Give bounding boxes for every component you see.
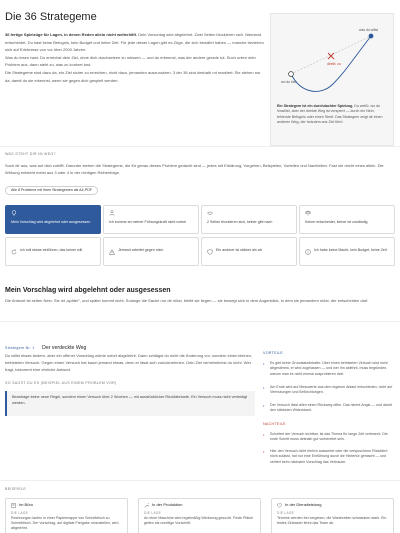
caption-lead: Ein Strategem ist ein durchdachter Spielzug.	[277, 104, 354, 108]
divider	[0, 321, 400, 322]
con-text: Hier den Versuch nicht ehrlich auswertet oder die versprochene Rückfahrt nicht zulässt, hat nur eine Einführung durch die Hintertür gemacht — und verliert beim nächsten Vorschlag das Vertrauen.	[270, 449, 388, 464]
con-item	[263, 449, 393, 465]
document-icon	[11, 503, 16, 508]
problem-tile[interactable]	[5, 237, 101, 266]
intro-lead: 36 fertige Spielzüge für Lagen, in denen Reden allein nicht weiterhilft.	[5, 32, 138, 37]
problem-tile-label: 2 Seiten blockieren sich, keiner gibt nach	[207, 220, 273, 224]
diagram-caption	[277, 104, 389, 126]
heart-icon	[277, 503, 282, 508]
intro-paragraph-3: Die Strategeme sind dazu da, ein Ziel sicher zu erreichen, nicht dazu, jemanden auszunutzen. 3 der 36 sind deshalb rot markiert: Sie stehen nur da, damit du sie erkennst, wenn sie gegen dich gespielt werden.	[5, 69, 261, 83]
direct-path-line	[291, 36, 371, 74]
strategem-diagram-card	[270, 13, 394, 146]
strategy-number: Strategem Nr. 1	[5, 346, 35, 350]
info-icon	[305, 249, 311, 255]
alert-icon	[109, 249, 115, 255]
situation-label: DIE LAGE	[11, 511, 29, 515]
example-quote: Beantrage keine neue Regel, sondern einen Versuch über 2 Wochen — mit ausdrücklicher Rückfahrkarte. Ein Versuch muss nicht verteidigt werden.	[5, 391, 255, 416]
label-direct: direkt: zu	[327, 62, 341, 66]
pro-item	[263, 361, 393, 377]
example-title: In der Produktion	[152, 502, 183, 507]
intro-paragraph-1	[5, 31, 267, 54]
problem-tile[interactable]	[201, 205, 297, 234]
strategy-body: Du willst etwas ändern, aber ein offener Vorschlag würde sofort abgelehnt. Dann schlägst du nicht die Änderung vor, sondern einen kleinen, befristeten Versuch. Gegen einen Versuch hat kaum jemand etwas, denn er lässt sich zurücknehmen. Dein Ziel verheimlichst du nicht. Wer fragt, bekommt eine ehrliche Antwort.	[5, 353, 253, 372]
check-icon: •	[263, 361, 265, 366]
check-icon: •	[263, 403, 265, 408]
start-point	[289, 72, 294, 77]
pro-item	[263, 403, 393, 414]
hero-section	[0, 0, 400, 145]
wrench-icon	[144, 503, 149, 508]
problem-tile-label: Keiner entscheidet, keiner ist zuständig	[305, 220, 368, 224]
example-text: Termine werden frei vergeben, die Wartezeiten schwanken stark. Ein festes Zeitraster lehnt das Team ab.	[277, 516, 387, 526]
page-title: Die 36 Strategeme	[5, 11, 97, 23]
warning-icon: •	[263, 449, 265, 454]
label-start: wo du bist	[281, 80, 297, 84]
situation-label: DIE LAGE	[144, 511, 162, 515]
warning-icon: •	[263, 432, 265, 437]
check-icon: •	[263, 385, 265, 390]
selected-problem-title: Mein Vorschlag wird abgelehnt oder ausgesessen	[5, 287, 171, 294]
block-icon	[328, 53, 334, 59]
problem-tile-label: Ich komme an meiner Führungskraft nicht vorbei	[109, 220, 187, 224]
problem-tile[interactable]	[103, 237, 199, 266]
strategy-name: Der verdeckte Weg	[42, 345, 87, 351]
pros-heading: VORTEILE	[263, 351, 284, 355]
handshake-icon	[207, 210, 213, 216]
problem-tile[interactable]	[201, 237, 297, 266]
problem-tile-label: Ein anderer ist stärker als wir	[216, 248, 263, 252]
person-icon	[109, 210, 115, 216]
say-it-kicker: SO SAGST DU ES (BEISPIEL AUS EINEM PROBLEM VOR)	[5, 381, 117, 385]
pro-text: Es gibt keine Grundsatzdebatte: Über einen befristeten Versuch wird nicht abgestimmt, er wird zugelassen — und wer ihn ablehnt, muss begründen, warum man es nicht einmal ausprobieren darf.	[270, 361, 388, 376]
download-pdf-button[interactable]: Alle 8 Probleme mit ihren Strategemen als A4-PDF	[5, 186, 98, 195]
con-item	[263, 432, 393, 443]
refresh-icon	[11, 249, 17, 255]
example-text: Rechnungen laufen in einer Papiermappe von Schreibtisch zu Schreibtisch. Der Vorschlag, auf digitale Freigabe umzustellen, wird abgelehnt.	[11, 516, 119, 531]
problem-tile-label: Mein Vorschlag wird abgelehnt oder ausgesessen	[11, 220, 91, 224]
problems-kicker: WAS STEHT DIR IM WEG?	[5, 152, 56, 156]
problem-tile[interactable]	[299, 237, 395, 266]
problem-tile[interactable]	[299, 205, 395, 234]
pro-text: Der Versuch lässt allen einen Rückweg offen. Das nimmt Angst — und damit den stärksten Widerstand.	[270, 403, 392, 413]
example-text: An einer Maschine wird regelmäßig Werkzeug gesucht. Feste Plätze gelten als unnötige Vorschrift.	[144, 516, 253, 526]
pro-item	[263, 385, 393, 396]
shield-icon	[207, 249, 213, 255]
goal-point	[369, 34, 374, 39]
problem-tile[interactable]	[103, 205, 199, 234]
con-text: Scheitert der Versuch sichtbar, ist das Thema für lange Zeit verbrannt. Die erste Schritt muss deshalb gut vorbereitet sein.	[270, 432, 388, 442]
problems-text: Such dir aus, was auf dich zutrifft. Darunter stehen die Strategeme, die für genau dieses Problem gedacht sind — jedes mit Erklärung, Vorgehen, Beispielen, Vorteilen und Nachteilen. Fast nie reicht eines allein. Die Wirkung entsteht meist aus 3 oder 4 in der richtigen Reihenfolge.	[5, 163, 384, 175]
problem-tile-label: Jemand arbeitet gegen mich	[118, 248, 164, 252]
problem-tile-label: Ich habe keine Macht, kein Budget, keine Zeit	[314, 248, 387, 252]
intro-text	[5, 31, 267, 84]
situation-label: DIE LAGE	[277, 511, 295, 515]
example-title: In der Dienstleistung	[285, 502, 322, 507]
lightbulb-icon	[11, 210, 17, 216]
problem-tile-label: Ich soll etwas einführen, das keiner will	[20, 248, 83, 252]
scale-icon	[305, 210, 311, 216]
example-card	[138, 498, 261, 533]
example-title: Im Büro	[19, 502, 34, 507]
caption-rest: Du weißt, wo du hinwillst, aber der direkte Weg ist versperrt — durch ein Nein, fehlende Befugnis oder einen Streit. Das Strategem zeigt dir einen anderen Weg, der trotzdem ans Ziel führt.	[277, 104, 383, 125]
label-goal: was du willst	[359, 28, 379, 32]
pro-text: Am Ende wird auf Messwerte aus dem eigenen Ablauf entschieden, nicht auf Vermutungen und Befürchtungen.	[270, 385, 393, 395]
example-card	[5, 498, 128, 533]
examples-kicker: BEISPIELE	[5, 487, 27, 491]
problem-tile[interactable]	[5, 205, 101, 234]
example-card	[271, 498, 394, 533]
divider	[0, 146, 400, 147]
intro-paragraph-2: Was du lesen hast: Du erreichst dein Ziel, ohne dich durchsetzen zu müssen — und du erkennst, was der andere gerade tut. Such unten dein Problem aus, dann steht zu, was zu konkret tust.	[5, 54, 256, 68]
intro-rest: Dein Vorschlag wird abgelehnt. Zwei Seiten blockieren sich. Niemand entscheidet. Du hast keine Befugnis, kein Budget und keine Zeit. Für jede dieser Lagen gibt es Züge, die zich bewährt haben — manche beziehen sich auf Erlebnisse von vor über 2000 Jahren.	[5, 32, 264, 53]
cons-heading: NACHTEILE	[263, 422, 286, 426]
divider	[0, 480, 400, 481]
selected-problem-subtitle: Die Antwort ist selten Nein. Sie ist „später", und später kommt nicht. Solange die Sache nur dir nützt, bleibt sie liegen — sie bewegt sich in dem Augenblick, in dem sie jemandem nützt, der entscheiden darf.	[5, 298, 369, 303]
